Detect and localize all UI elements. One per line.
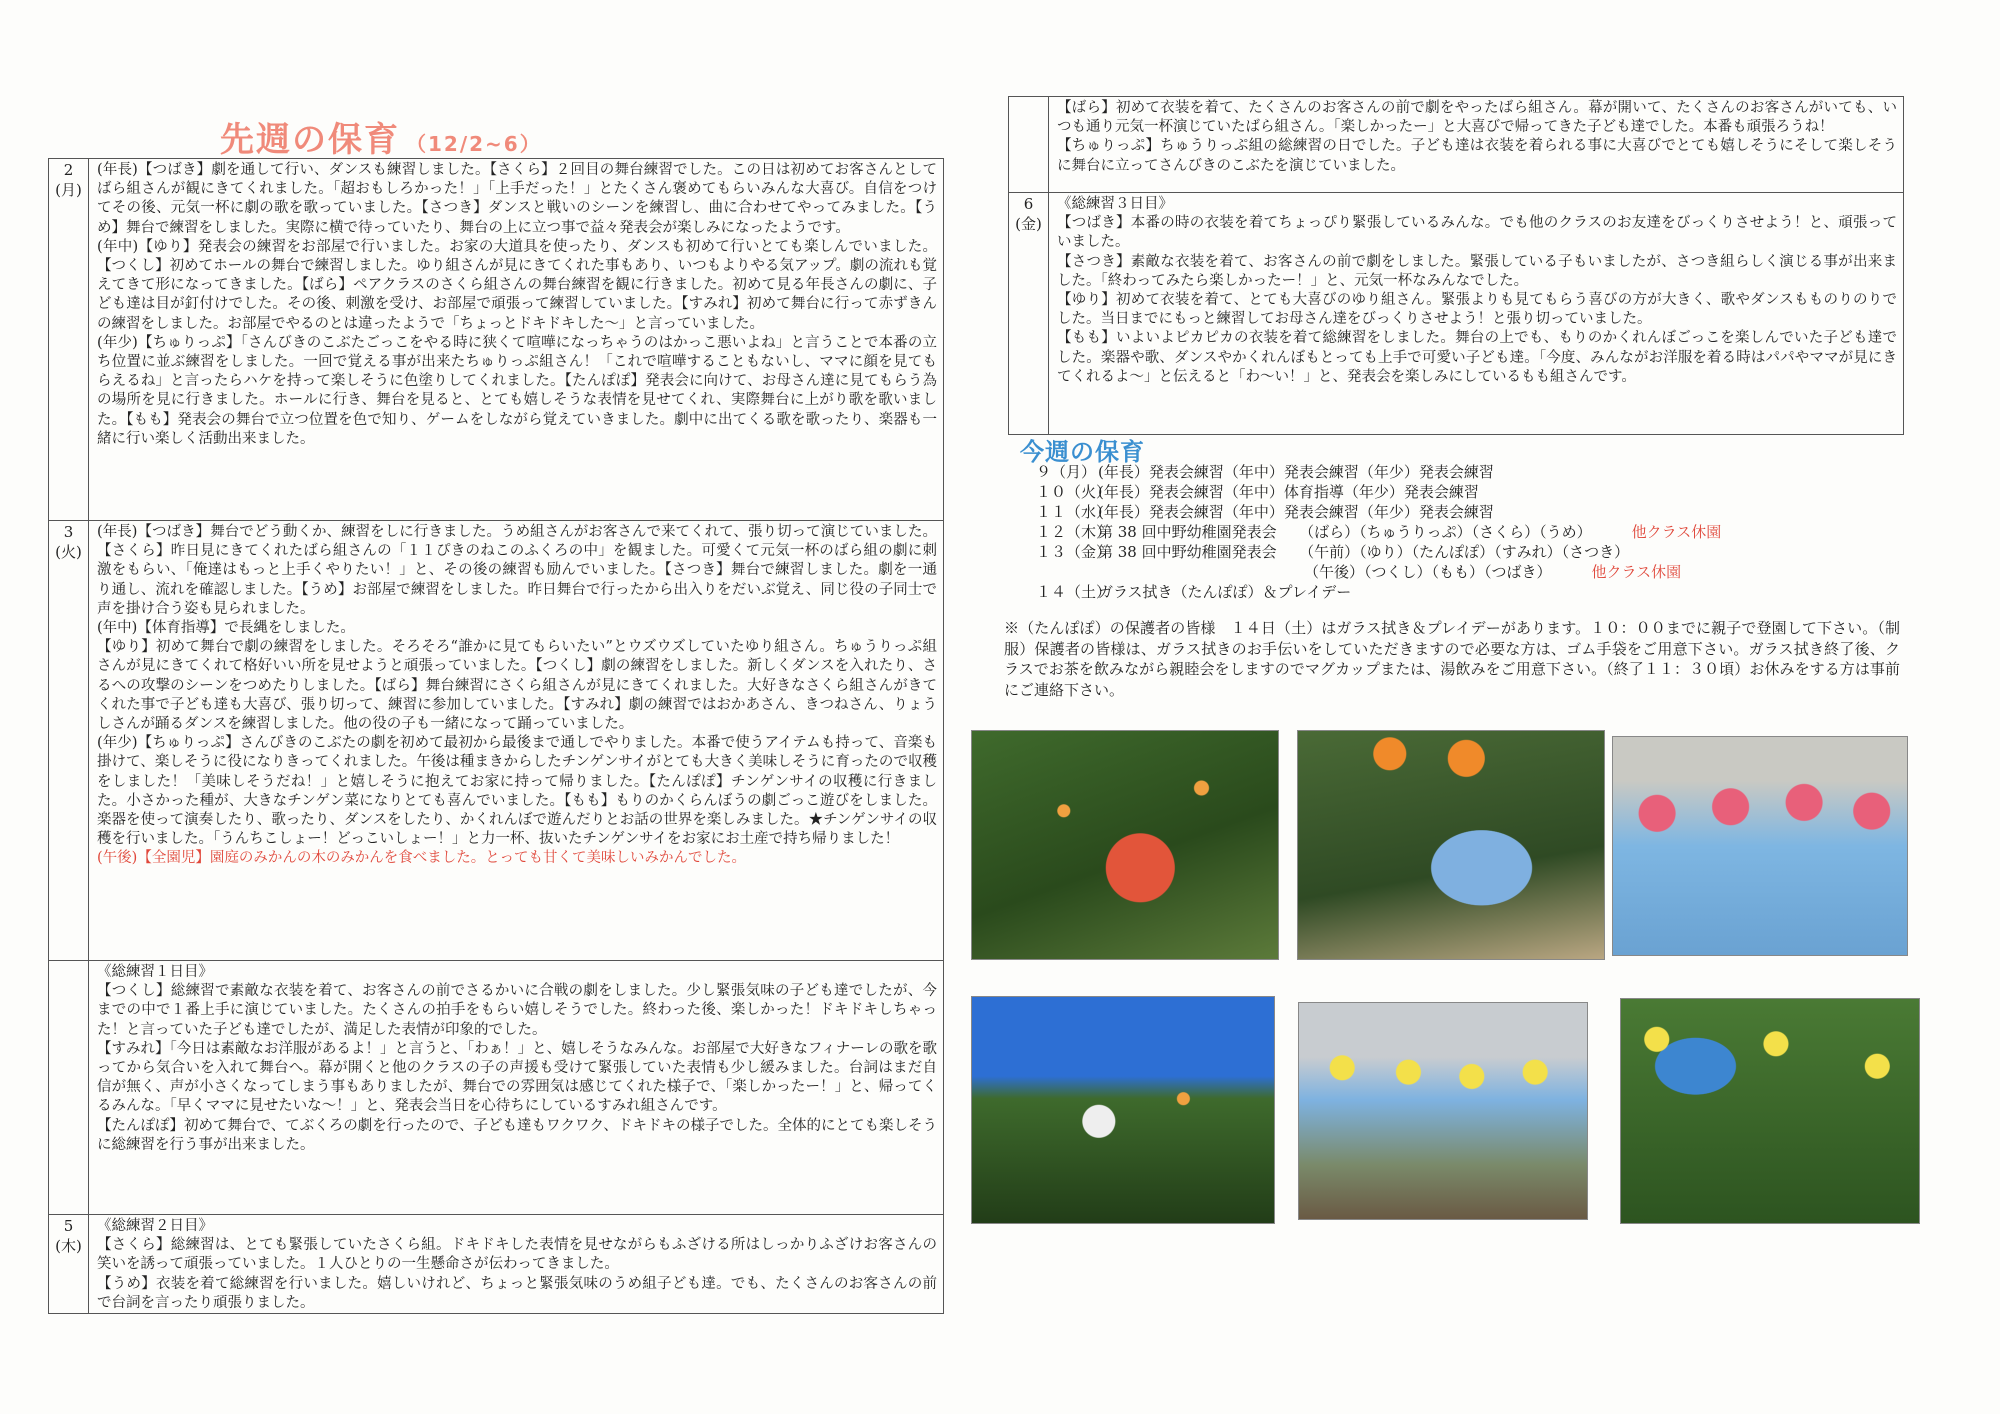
journal-entry-cell (89, 159, 944, 521)
schedule-text: 第 38 回中野幼稚園発表会 （ばら）（ちゅうりっぷ）（さくら）（うめ） (1098, 523, 1592, 541)
journal-day-cell (1009, 97, 1049, 193)
journal-paragraph: 【つくし】総練習で素敵な衣装を着て、お客さんの前でさるかいに合戦の劇をしました。少し緊張気味の子ども達でしたが、今までの中で１番上手に演じていました。たくさんの拍手をもらい嬉しそうでした。終わった後、楽しかった！ドキドキしちゃった！と言っていた子ども達でしたが、満足した表情が印象的でした。 (97, 983, 937, 1038)
day-number: 3 (63, 523, 74, 541)
journal-entry-cell (89, 1215, 944, 1314)
schedule-text: (年長）発表会練習（年中）発表会練習（年少）発表会練習 (1098, 463, 1494, 481)
last-week-title-text: 先週の保育 (220, 120, 400, 160)
schedule-text: (年長）発表会練習（年中）発表会練習（年少）発表会練習 (1098, 503, 1494, 521)
schedule-date: １１（水） (1036, 503, 1112, 521)
journal-paragraph: 《総練習１日目》 (97, 964, 213, 980)
journal-paragraph: (年中)【体育指導】で長縄をしました。 (97, 620, 355, 637)
last-week-journal-table-continued (1008, 96, 1904, 435)
journal-row (49, 521, 944, 961)
journal-entry-cell (89, 521, 944, 961)
photo-orange-harvest (971, 730, 1279, 960)
journal-paragraph: 【ゆり】初めて衣装を着て、とても大喜びのゆり組さん。緊張よりも見てもらう喜びの方が大きく、歌やダンスもものりのりでした。当日までにもっと練習してお母さん達をびっくりさせよう！と張り切っていました。 (1057, 292, 1897, 328)
schedule-row (1036, 542, 1866, 562)
journal-day-cell (49, 159, 89, 521)
schedule-row (1036, 482, 1866, 502)
journal-entry-cell (89, 961, 944, 1215)
schedule-text: ガラス拭き（たんぽぽ）＆プレイデー (1098, 583, 1352, 601)
journal-paragraph: (年中)【ゆり】発表会の練習をお部屋で行いました。お家の大道具を使ったり、ダンスも初めて行いとても楽しんでいました。【つくし】初めてホールの舞台で練習しました。ゆり組さんが見にきてくれた事もあり、いつもよりやる気アップ。劇の流れも覚えてきて形になってきました。【ばら】ペアクラスのさくら組さんの舞台練習を観に行きました。初めて見る年長さんの劇に、子ども達は目が釘付けでした。その後、刺激を受け、お部屋で頑張って練習していました。【すみれ】初めて舞台に行って赤ずきんの練習をしました。お部屋でやるのとは違ったようで「ちょっとドキドキした〜」と言っていました。 (97, 238, 937, 332)
last-week-journal-table (48, 158, 944, 1314)
schedule-row (1036, 502, 1866, 522)
journal-paragraph: (午後)【全園児】園庭のみかんの木のみかんを食べました。とっても甘くて美味しいみかんでした。 (97, 850, 747, 867)
journal-row (49, 961, 944, 1215)
schedule-date: １４（土） (1036, 583, 1112, 601)
journal-day-cell (49, 1215, 89, 1314)
journal-entry-cell (1049, 193, 1904, 435)
schedule-subtext: （午後）（つくし）（もも）（つばき） (1304, 563, 1552, 581)
schedule-note: 他クラス休園 (1631, 523, 1722, 541)
last-week-title (220, 112, 542, 160)
schedule-date: １２（木） (1036, 523, 1112, 541)
day-of-week: (木) (55, 1236, 82, 1255)
journal-day-cell (49, 961, 89, 1215)
journal-row (1009, 97, 1904, 193)
day-of-week: (月) (55, 180, 82, 199)
journal-entry-cell (1049, 97, 1904, 193)
schedule-text: 第 38 回中野幼稚園発表会 （午前）（ゆり）（たんぽぽ）（すみれ）（さつき） (1098, 543, 1630, 561)
journal-day-cell (1009, 193, 1049, 435)
journal-row (49, 1215, 944, 1314)
photo-children-holding-oranges (1612, 736, 1908, 956)
parent-notice: ※（たんぽぽ）の保護者の皆様 １４日（土）はガラス拭き＆プレイデーがあります。１０：００までに親子で登園して下さい。（制服）保護者の皆様は、ガラス拭きのお手伝いをしていただきますので必要な方は、ゴム手袋をご用意下さい。ガラス拭き終了後、クラスでお茶を飲みながら親睦会をしますのでマグカップまたは、湯飲みをご用意下さい。（終了１１：３０頃）お休みをする方は事前にご連絡下さい。 (1004, 619, 1900, 699)
day-number: 5 (63, 1217, 74, 1235)
journal-paragraph: 《総練習３日目》 (1057, 196, 1173, 212)
journal-paragraph: 【ちゅりっぷ】ちゅうりっぷ組の総練習の日でした。子ども達は衣装を着られる事に大喜びでとても嬉しそうにそして楽しそうに舞台に立ってさんびきのこぶたを演じていました。 (1057, 138, 1897, 174)
schedule-note: 他クラス休園 (1591, 563, 1682, 581)
day-number: 2 (63, 161, 74, 179)
journal-paragraph: 【もも】いよいよピカピカの衣装を着て総練習をしました。舞台の上でも、もりのかくれんぼごっこを楽しんでいた子ども達でした。楽器や歌、ダンスやかくれんぼもとっても上手で可愛い子ども達。「今度、みんながお洋服を着る時はパパやママが見にきてくれるよ〜」と伝えると「わ〜い！」と、発表会を楽しみにしているもも組さんです。 (1057, 330, 1897, 385)
schedule-row (1036, 522, 1866, 542)
last-week-date-range: （12/2~6） (406, 132, 542, 156)
journal-paragraph: (年長)【つばき】劇を通して行い、ダンスも練習しました。【さくら】２回目の舞台練習でした。この日は初めてお客さんとしてばら組さんが観にきてくれました。「超おもしろかった！」「上手だった！」とたくさん褒めてもらいみんな大喜び。自信をつけてその後、元気一杯に劇の歌を歌っていました。【さつき】ダンスと戦いのシーンを練習し、曲に合わせてやってみました。【うめ】舞台で練習をしました。実際に横で待っていたり、舞台の上に立つ事で益々発表会が楽しみになったようです。 (97, 162, 937, 236)
photo-child-in-orange-tree (1297, 730, 1605, 960)
day-of-week: (火) (55, 542, 82, 561)
journal-paragraph: 【うめ】衣装を着て総練習を行いました。嬉しいけれど、ちょっと緊張気味のうめ組子ども達。でも、たくさんのお客さんの前で台詞を言ったり頑張りました。 (97, 1275, 937, 1311)
journal-day-cell (49, 521, 89, 961)
this-week-schedule (1036, 462, 1866, 602)
journal-body-continued (1009, 97, 1904, 435)
journal-paragraph: (年少)【ちゅりっぷ】「さんびきのこぶたごっこをやる時に狭くて喧嘩になっちゃうのはかっこ悪いよね」と言うことで本番の立ち位置に並ぶ練習をしました。一回で覚える事が出来たちゅりっぷ組さん！「これで喧嘩することもないし、ママに顔を見てもらえるね」と言ったらハケを持って楽しそうに色塗りしてくれました。【たんぽぽ】発表会に向けて、お母さん達に見てもらう為の場所を見に行きました。ホールに行き、舞台を見ると、とても嬉しそうな表情を見せてくれ、実際舞台に上がり歌を歌いました。【もも】発表会の舞台で立つ位置を色で知り、ゲームをしながら覚えていきました。劇中に出てくる歌を歌ったり、楽器も一緒に行い楽しく活動出来ました。 (97, 334, 937, 447)
journal-body (49, 159, 944, 1314)
photo-children-harvesting-greens (1620, 998, 1920, 1224)
journal-paragraph: 【つばき】本番の時の衣装を着てちょっぴり緊張しているみんな。でも他のクラスのお友達をびっくりさせよう！と、頑張っていました。 (1057, 215, 1897, 251)
photo-child-among-orange-trees (971, 996, 1275, 1224)
day-of-week: (金) (1015, 214, 1042, 233)
schedule-subrow (1036, 562, 1866, 582)
journal-paragraph: (年長)【つばき】舞台でどう動くか、練習をしに行きました。うめ組さんがお客さんで来てくれて、張り切って演じていました。【さくら】昨日見にきてくれたばら組さんの「１１ぴきのねこのふくろの中」を観ました。可愛くて元気一杯のばら組の劇に刺激をもらい、「俺達はもっと上手くやりたい！」と、その後の練習も励んでいました。【さつき】舞台で練習しました。劇を一通り通し、流れを確認しました。【うめ】お部屋で練習をしました。昨日舞台で行ったから出入りをだいぶ覚え、同じ役の子同士で声を掛け合う姿も見られました。 (97, 524, 937, 617)
schedule-date: ９（月） (1036, 463, 1097, 481)
journal-paragraph: 【ばら】初めて衣装を着て、たくさんのお客さんの前で劇をやったばら組さん。幕が開いて、たくさんのお客さんがいても、いつも通り元気一杯演じていたばら組さん。「楽しかったー」と大喜びで帰ってきた子ども達でした。本番も頑張ろうね！ (1057, 100, 1897, 136)
journal-row (49, 159, 944, 521)
journal-paragraph: 【ゆり】初めて舞台で劇の練習をしました。そろそろ“誰かに見てもらいたい”とウズウズしていたゆり組さん。ちゅうりっぷ組さんが見にきてくれて格好いい所を見せようと頑張っていました。【つくし】劇の練習をしました。新しくダンスを入れたり、さるへの攻撃のシーンをつめたりしました。【ばら】舞台練習にさくら組さんが見にきてくれました。大好きなさくら組さんがきてくれた事で子ども達も大喜び、張り切って、練習に参加していました。【すみれ】劇の練習ではおかあさん、きつねさん、りょうしさんが踊るダンスを練習しました。他の役の子も一緒になって踊っていました。 (97, 639, 937, 733)
schedule-date: １３（金） (1036, 543, 1112, 561)
journal-paragraph: 【さくら】総練習は、とても緊張していたさくら組。ドキドキした表情を見せながらもふざける所はしっかりふざけお客さんの笑いを誘って頑張っていました。１人ひとりの一生懸命さが伝わってきました。 (97, 1237, 937, 1273)
schedule-date: １０（火） (1036, 483, 1112, 501)
schedule-row (1036, 582, 1866, 602)
schedule-row (1036, 462, 1866, 482)
journal-row (1009, 193, 1904, 435)
this-week-title: 今週の保育 (1020, 438, 1145, 466)
journal-paragraph: 【さつき】素敵な衣装を着て、お客さんの前で劇をしました。緊張している子もいましたが、さつき組らしく演じる事が出来ました。「終わってみたら楽しかったー！」と、元気一杯なみんなでした。 (1057, 253, 1897, 289)
day-number: 6 (1023, 195, 1034, 213)
photo-children-holding-greens (1298, 1002, 1588, 1220)
journal-paragraph: 《総練習２日目》 (97, 1218, 213, 1234)
schedule-text: (年長）発表会練習（年中）体育指導（年少）発表会練習 (1098, 483, 1479, 501)
journal-paragraph: 【たんぽぽ】初めて舞台で、てぶくろの劇を行ったので、子ども達もワクワク、ドキドキの様子でした。全体的にとても楽しそうに総練習を行う事が出来ました。 (97, 1117, 937, 1153)
journal-paragraph: (年少)【ちゅりっぷ】さんびきのこぶたの劇を初めて最初から最後まで通しでやりました。本番で使うアイテムも持って、音楽も掛けて、楽しそうに役になりきってくれました。午後は種まきからしたチンゲンサイがとても大きく美味しそうに育ったので収穫をしました！「美味しそうだね！」と嬉しそうに抱えてお家に持って帰りました。【たんぽぽ】チンゲンサイの収穫に行きました。小さかった種が、大きなチンゲン菜になりとても喜んでいました。【もも】もりのかくらんぼうの劇ごっこ遊びをしました。楽器を使って演奏したり、歌ったり、ダンスをしたり、かくれんぼで遊んだりとお話の世界を楽しみました。★チンゲンサイの収穫を行いました。「うんちこしょー！どっこいしょー！」と力一杯、抜いたチンゲンサイをお家にお土産で持ち帰りました！ (97, 735, 937, 848)
journal-paragraph: 【すみれ】「今日は素敵なお洋服があるよ！」と言うと、「わぁ！」と、嬉しそうなみんな。お部屋で大好きなフィナーレの歌を歌ってから気合いを入れて舞台へ。幕が開くと他のクラスの子の声援も受けて緊張していた表情も少し緩みました。台詞はまだ自信が無く、声が小さくなってしまう事もありましたが、舞台での雰囲気は感じてくれた様子で、「楽しかったー！」と、帰ってくるみんな。「早くママに見せたいな〜！」と、発表会当日を心待ちにしているすみれ組さんです。 (97, 1040, 937, 1115)
